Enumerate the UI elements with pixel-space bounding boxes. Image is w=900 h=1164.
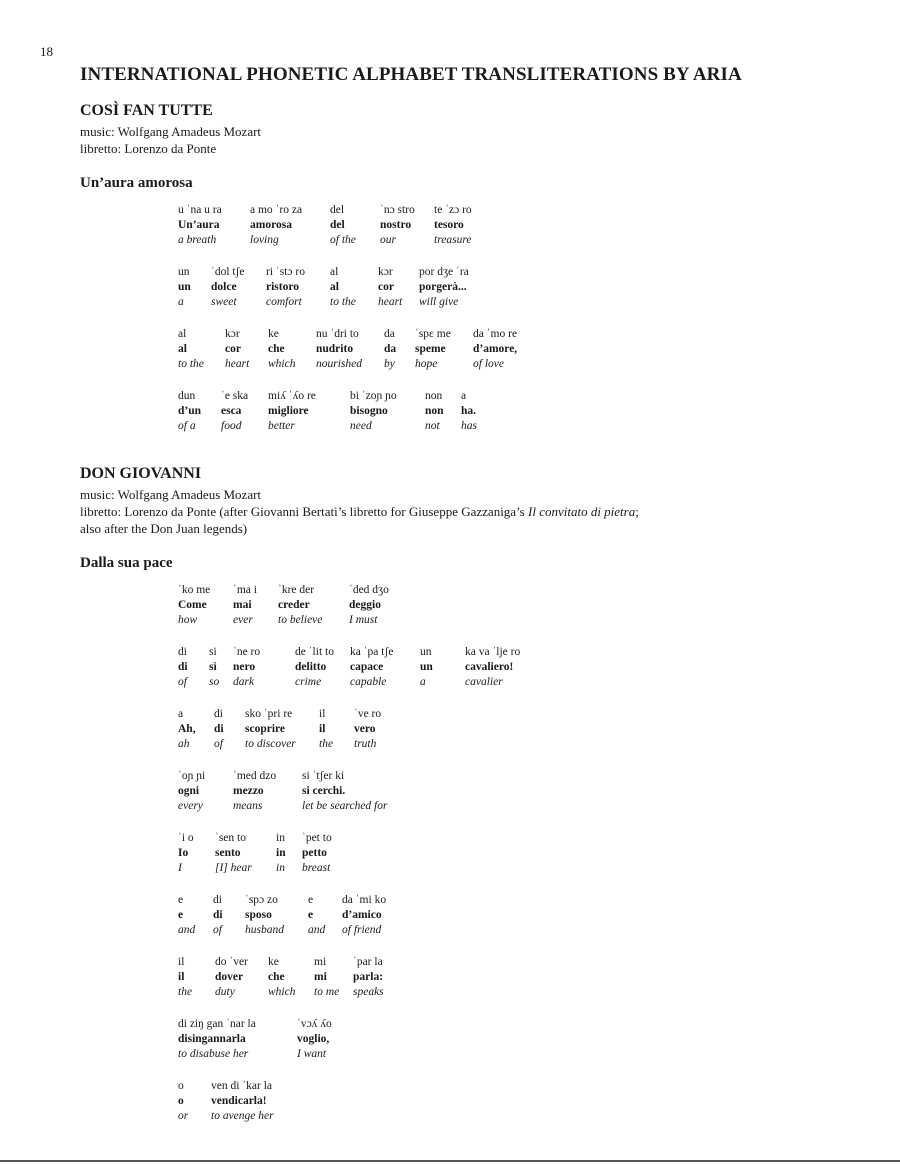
italian-word: migliore xyxy=(268,405,309,417)
italian-word: Io xyxy=(178,847,189,859)
ipa-word: miʎ ˈʎo re xyxy=(268,390,316,402)
english-word: speaks xyxy=(353,986,384,998)
english-word: to discover xyxy=(245,738,296,750)
italian-word: che xyxy=(268,971,285,983)
ipa-word: ˈspɛ me xyxy=(415,328,451,340)
english-word: ever xyxy=(233,614,253,626)
italian-word: sposo xyxy=(245,909,272,921)
ipa-word: del xyxy=(330,204,345,216)
ipa-word: ˈspɔ zo xyxy=(245,894,278,906)
english-word: breast xyxy=(302,862,331,874)
ipa-word: por dʒe ˈra xyxy=(419,266,469,278)
opera-credit-music: music: Wolfgang Amadeus Mozart xyxy=(80,124,262,139)
english-word: hope xyxy=(415,358,438,370)
ipa-word: da ˈmi ko xyxy=(342,894,387,906)
italian-word: nostro xyxy=(380,219,412,231)
opera-credit-libretto: libretto: Lorenzo da Ponte xyxy=(80,141,217,156)
italian-word: che xyxy=(268,343,285,355)
ipa-word: a xyxy=(461,390,467,402)
english-word: of a xyxy=(178,420,196,432)
english-word: let be searched for xyxy=(302,800,388,812)
libretto-source-title: Il convitato di pietra xyxy=(528,504,636,519)
italian-word: dolce xyxy=(211,281,237,293)
ipa-word: ˈmed dzo xyxy=(233,770,277,782)
english-word: nourished xyxy=(316,358,362,370)
italian-word: voglio, xyxy=(297,1033,330,1045)
ipa-word: non xyxy=(425,390,443,402)
ipa-word: o xyxy=(178,1080,184,1092)
italian-word: dover xyxy=(215,971,244,983)
ipa-word: ka va ˈlje ro xyxy=(465,646,521,658)
ipa-word: ven di ˈkar la xyxy=(211,1080,272,1092)
ipa-word: un xyxy=(178,266,190,278)
english-word: not xyxy=(425,420,440,432)
ipa-word: ri ˈstɔ ro xyxy=(266,266,305,278)
libretto-text-line2: also after the Don Juan legends) xyxy=(80,521,248,536)
italian-word: un xyxy=(420,661,433,673)
italian-word: sento xyxy=(215,847,241,859)
ipa-word: ˈpet to xyxy=(302,832,332,844)
italian-word: il xyxy=(319,723,326,735)
ipa-word: al xyxy=(178,328,187,340)
opera-title-cosi: COSÌ FAN TUTTE xyxy=(80,102,213,119)
english-word: by xyxy=(384,358,395,370)
ipa-word: da ˈmo re xyxy=(473,328,518,340)
italian-word: mai xyxy=(233,599,252,611)
english-word: need xyxy=(350,420,372,432)
italian-word: vendicarla! xyxy=(211,1095,267,1107)
ipa-word: il xyxy=(178,956,185,968)
italian-word: non xyxy=(425,405,444,417)
english-word: which xyxy=(268,986,296,998)
ipa-word: de ˈlit to xyxy=(295,646,334,658)
italian-word: d’amore, xyxy=(473,343,518,355)
italian-word: sì xyxy=(209,661,217,673)
italian-word: al xyxy=(330,281,339,293)
english-word: I xyxy=(178,862,182,874)
english-word: to disabuse her xyxy=(178,1048,249,1060)
english-word: and xyxy=(308,924,326,936)
english-word: will give xyxy=(419,296,459,308)
english-word: comfort xyxy=(266,296,302,308)
italian-word: esca xyxy=(221,405,242,417)
english-word: how xyxy=(178,614,198,626)
english-word: treasure xyxy=(434,234,472,246)
ipa-word: ˈvɔʎ ʎo xyxy=(297,1018,332,1030)
italian-word: petto xyxy=(302,847,327,859)
italian-word: creder xyxy=(278,599,310,611)
ipa-word: e xyxy=(178,894,184,906)
english-word: I want xyxy=(297,1048,327,1060)
italian-word: cavaliero! xyxy=(465,661,514,673)
english-word: every xyxy=(178,800,203,812)
ipa-word: ˈkre der xyxy=(278,584,315,596)
english-word: to believe xyxy=(278,614,323,626)
english-word: of xyxy=(178,676,187,688)
english-word: [I] hear xyxy=(215,862,252,874)
italian-word: di xyxy=(178,661,188,673)
english-word: to me xyxy=(314,986,340,998)
italian-word: del xyxy=(330,219,345,231)
italian-word: di xyxy=(214,723,224,735)
ipa-word: di ziŋ gan ˈnar la xyxy=(178,1018,256,1030)
english-word: a xyxy=(178,296,184,308)
ipa-word: da xyxy=(384,328,395,340)
ipa-word: a mo ˈro za xyxy=(250,204,303,216)
bottom-rule xyxy=(0,1160,900,1162)
english-word: sweet xyxy=(211,296,237,308)
ipa-word: nu ˈdri to xyxy=(316,328,359,340)
italian-word: parla: xyxy=(353,971,384,983)
italian-word: scoprire xyxy=(245,723,286,735)
italian-word: ristoro xyxy=(266,281,300,293)
italian-word: e xyxy=(178,909,184,921)
italian-word: si cerchi. xyxy=(302,785,346,797)
italian-word: mi xyxy=(314,971,327,983)
english-word: capable xyxy=(350,676,387,688)
ipa-word: ˈko me xyxy=(178,584,211,596)
english-word: of friend xyxy=(342,924,382,936)
ipa-word: ˈoɲ ɲi xyxy=(178,770,206,782)
english-word: to the xyxy=(330,296,356,308)
ipa-word: do ˈver xyxy=(215,956,248,968)
ipa-word: ˈne ro xyxy=(233,646,261,658)
ipa-word: ˈve ro xyxy=(354,708,382,720)
english-word: better xyxy=(268,420,295,432)
italian-word: in xyxy=(276,847,286,859)
italian-word: d’un xyxy=(178,405,202,417)
ipa-word: ˈe ska xyxy=(221,390,249,402)
ipa-word: u ˈna u ra xyxy=(178,204,222,216)
italian-word: o xyxy=(178,1095,184,1107)
english-word: our xyxy=(380,234,396,246)
ipa-word: in xyxy=(276,832,285,844)
ipa-word: bi ˈzoɲ ɲo xyxy=(350,390,397,402)
ipa-word: ˈsen to xyxy=(215,832,246,844)
ipa-word: kɔr xyxy=(225,328,240,340)
english-word: loving xyxy=(250,234,279,246)
ipa-word: dun xyxy=(178,390,196,402)
english-word: to the xyxy=(178,358,204,370)
italian-word: da xyxy=(384,343,397,355)
ipa-word: te ˈzɔ ro xyxy=(434,204,472,216)
english-word: of love xyxy=(473,358,504,370)
english-word: and xyxy=(178,924,196,936)
libretto-text-end: ; xyxy=(635,504,639,519)
english-word: of xyxy=(213,924,222,936)
italian-word: cor xyxy=(225,343,241,355)
page-title: INTERNATIONAL PHONETIC ALPHABET TRANSLITERATIONS BY ARIA xyxy=(80,64,742,85)
english-word: food xyxy=(221,420,242,432)
ipa-word: ˈded dʒo xyxy=(349,584,389,596)
ipa-word: di xyxy=(178,646,187,658)
english-word: or xyxy=(178,1110,189,1122)
english-word: of xyxy=(214,738,223,750)
ipa-word: kɔr xyxy=(378,266,393,278)
ipa-word: al xyxy=(330,266,339,278)
ipa-word: ke xyxy=(268,328,279,340)
english-word: heart xyxy=(378,296,403,308)
english-word: in xyxy=(276,862,285,874)
english-word: truth xyxy=(354,738,377,750)
opera-credit-music: music: Wolfgang Amadeus Mozart xyxy=(80,487,262,502)
italian-word: cor xyxy=(378,281,394,293)
italian-word: capace xyxy=(350,661,384,673)
italian-word: disingannarla xyxy=(178,1033,246,1045)
italian-word: amorosa xyxy=(250,219,292,231)
italian-word: delitto xyxy=(295,661,327,673)
english-word: cavalier xyxy=(465,676,503,688)
italian-word: il xyxy=(178,971,185,983)
ipa-word: sko ˈpri re xyxy=(245,708,293,720)
italian-word: ha. xyxy=(461,405,477,417)
aria-title-un-aura-amorosa: Un’aura amorosa xyxy=(80,175,193,191)
english-word: duty xyxy=(215,986,235,998)
ipa-word: ˈdol tʃe xyxy=(211,266,245,278)
italian-word: deggio xyxy=(349,599,381,611)
ipa-word: a xyxy=(178,708,184,720)
english-word: which xyxy=(268,358,296,370)
ipa-word: ˈma i xyxy=(233,584,257,596)
italian-word: nudrito xyxy=(316,343,354,355)
italian-word: ogni xyxy=(178,785,200,797)
ipa-word: mi xyxy=(314,956,327,968)
italian-word: mezzo xyxy=(233,785,264,797)
ipa-word: di xyxy=(213,894,222,906)
english-word: dark xyxy=(233,676,255,688)
english-word: has xyxy=(461,420,477,432)
italian-word: porgerà... xyxy=(419,281,467,293)
english-word: the xyxy=(319,738,334,750)
italian-word: Un’aura xyxy=(178,219,220,231)
page-number: 18 xyxy=(40,44,53,59)
opera-title-don-giovanni: DON GIOVANNI xyxy=(80,465,202,482)
italian-word: vero xyxy=(354,723,376,735)
english-word: husband xyxy=(245,924,284,936)
italian-word: tesoro xyxy=(434,219,464,231)
italian-word: un xyxy=(178,281,191,293)
italian-word: e xyxy=(308,909,314,921)
english-word: of the xyxy=(330,234,356,246)
english-word: ah xyxy=(178,738,190,750)
italian-word: Ah, xyxy=(178,723,196,735)
english-word: crime xyxy=(295,676,322,688)
english-word: so xyxy=(209,676,220,688)
italian-word: bisogno xyxy=(350,405,388,417)
italian-word: speme xyxy=(415,343,446,355)
ipa-word: un xyxy=(420,646,432,658)
aria-title-dalla-sua-pace: Dalla sua pace xyxy=(80,555,173,571)
italian-word: al xyxy=(178,343,187,355)
italian-word: d’amico xyxy=(342,909,382,921)
english-word: means xyxy=(233,800,263,812)
english-word: a breath xyxy=(178,234,217,246)
english-word: heart xyxy=(225,358,250,370)
english-word: the xyxy=(178,986,193,998)
opera-credit-libretto xyxy=(80,503,740,537)
ipa-word: si ˈtʃer ki xyxy=(302,770,345,782)
ipa-word: e xyxy=(308,894,314,906)
ipa-word: ˈi o xyxy=(178,832,194,844)
english-word: a xyxy=(420,676,426,688)
ipa-word: ka ˈpa tʃe xyxy=(350,646,394,658)
libretto-text: libretto: Lorenzo da Ponte (after Giovanni Bertati’s libretto for Giuseppe Gazzaniga’s xyxy=(80,504,528,519)
ipa-word: ke xyxy=(268,956,279,968)
ipa-word: il xyxy=(319,708,326,720)
ipa-word: di xyxy=(214,708,223,720)
italian-word: nero xyxy=(233,661,256,673)
english-word: I must xyxy=(349,614,378,626)
italian-word: di xyxy=(213,909,223,921)
ipa-word: ˈpar la xyxy=(353,956,383,968)
ipa-word: ˈnɔ stro xyxy=(380,204,415,216)
italian-word: Come xyxy=(178,599,207,611)
english-word: to avenge her xyxy=(211,1110,274,1122)
ipa-word: si xyxy=(209,646,217,658)
